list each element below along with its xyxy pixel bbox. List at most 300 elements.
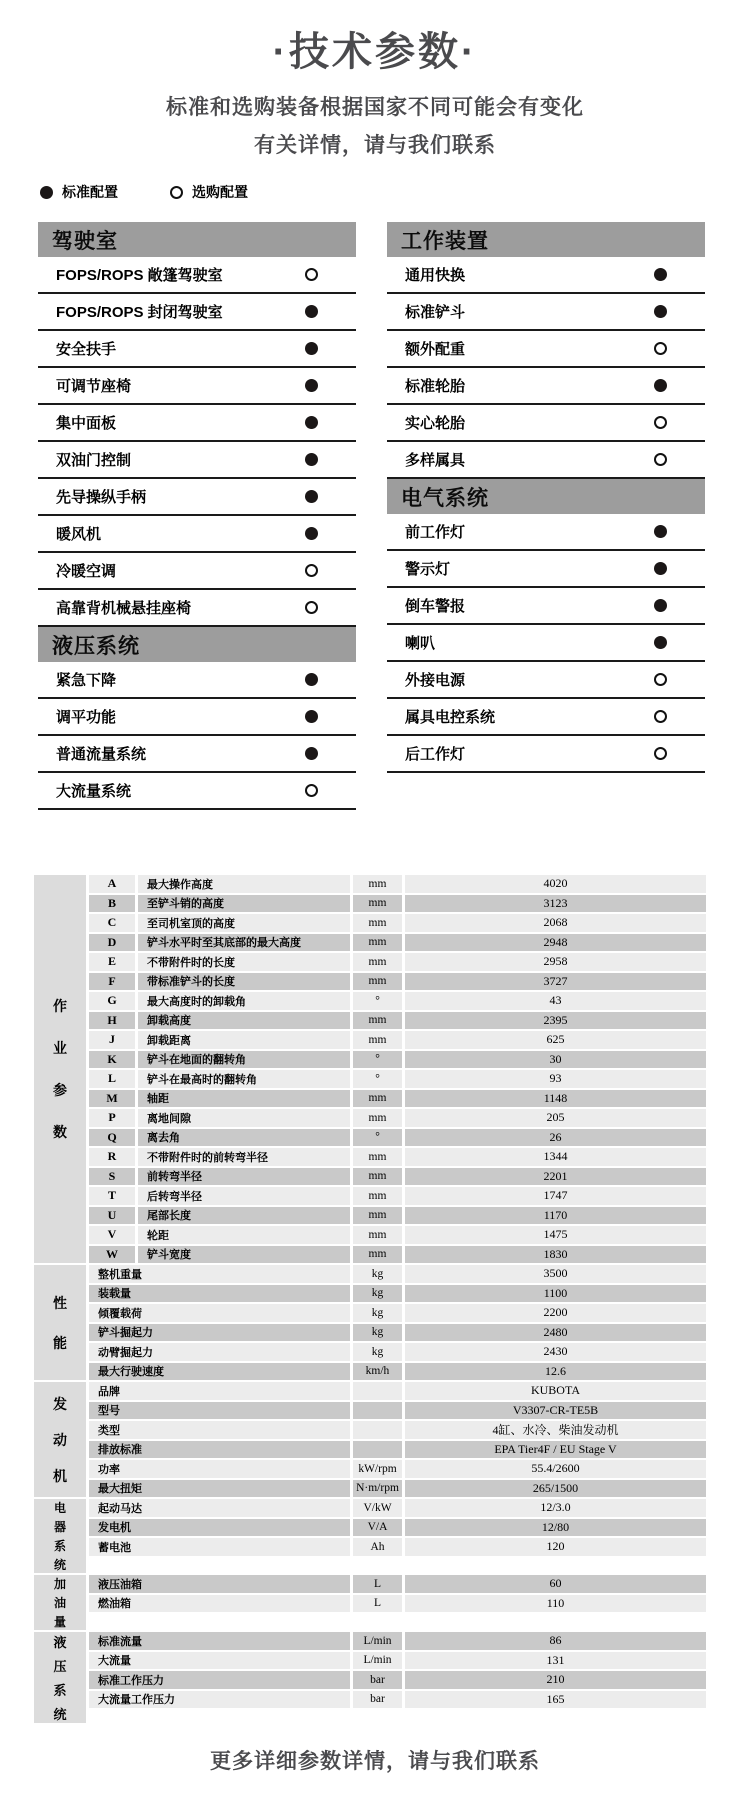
spec-category-char: 机 xyxy=(53,1467,67,1484)
feature-label: 前工作灯 xyxy=(405,524,466,541)
feature-row xyxy=(387,551,705,588)
spec-row xyxy=(89,1499,706,1517)
feature-column-right xyxy=(387,222,705,773)
spec-label: 铲斗掘起力 xyxy=(89,1324,350,1342)
spec-row xyxy=(89,1246,706,1264)
spec-unit: ° xyxy=(353,1051,402,1069)
spec-unit: mm xyxy=(353,1226,402,1244)
spec-row xyxy=(89,1652,706,1670)
legend-optional-label: 选购配置 xyxy=(192,184,248,200)
spec-unit: V/kW xyxy=(353,1499,402,1517)
feature-label: 普通流量系统 xyxy=(56,746,147,763)
feature-label: 属具电控系统 xyxy=(405,709,496,726)
filled-dot-icon xyxy=(305,747,318,760)
hollow-dot-icon xyxy=(654,673,667,686)
spec-value: 2480 xyxy=(405,1324,706,1342)
feature-label: 倒车警报 xyxy=(405,598,466,615)
feature-section-header: 电气系统 xyxy=(387,479,705,514)
spec-value: 1830 xyxy=(405,1246,706,1264)
filled-dot-icon xyxy=(654,268,667,281)
spec-unit: kg xyxy=(353,1304,402,1322)
feature-row xyxy=(387,294,705,331)
spec-row xyxy=(89,1671,706,1689)
spec-category-label xyxy=(34,1382,86,1497)
spec-value: 2068 xyxy=(405,914,706,932)
spec-unit: mm xyxy=(353,1031,402,1049)
spec-unit: mm xyxy=(353,1187,402,1205)
spec-rows xyxy=(89,1632,706,1723)
spec-section xyxy=(34,1575,706,1630)
hollow-dot-icon xyxy=(654,710,667,723)
page-footer: 更多详细参数详情，请与我们联系 xyxy=(210,1750,540,1773)
spec-category-label xyxy=(34,1499,86,1573)
spec-row xyxy=(89,875,706,893)
feature-row xyxy=(38,294,356,331)
feature-items xyxy=(38,662,356,810)
spec-key: Q xyxy=(89,1129,135,1147)
spec-row xyxy=(89,1031,706,1049)
spec-value: 12.6 xyxy=(405,1363,706,1381)
spec-row xyxy=(89,1285,706,1303)
feature-row xyxy=(387,588,705,625)
spec-unit: mm xyxy=(353,1012,402,1030)
spec-label: 排放标准 xyxy=(89,1441,350,1459)
spec-label: 铲斗在最高时的翻转角 xyxy=(138,1070,350,1088)
spec-row xyxy=(89,1595,706,1613)
spec-label: 铲斗宽度 xyxy=(138,1246,350,1264)
spec-row xyxy=(89,1226,706,1244)
spec-value: 1100 xyxy=(405,1285,706,1303)
spec-unit: L/min xyxy=(353,1652,402,1670)
spec-category-char: 系 xyxy=(53,1539,66,1553)
spec-value: 1148 xyxy=(405,1090,706,1108)
spec-unit: mm xyxy=(353,914,402,932)
spec-row xyxy=(89,1519,706,1537)
spec-rows xyxy=(89,1382,706,1497)
spec-value: 2948 xyxy=(405,934,706,952)
spec-value: 4缸、水冷、柴油发动机 xyxy=(405,1421,706,1439)
legend-standard xyxy=(40,182,118,202)
feature-row xyxy=(38,516,356,553)
spec-category-char: 电 xyxy=(53,1501,66,1515)
spec-unit: kg xyxy=(353,1265,402,1283)
spec-category-label xyxy=(34,875,86,1263)
spec-category-char: 业 xyxy=(53,1040,67,1056)
spec-unit: V/A xyxy=(353,1519,402,1537)
feature-row xyxy=(38,736,356,773)
spec-category-char: 统 xyxy=(53,1707,67,1722)
spec-sheet-page xyxy=(0,30,750,1806)
spec-unit: mm xyxy=(353,1090,402,1108)
filled-dot-icon xyxy=(305,453,318,466)
spec-key: D xyxy=(89,934,135,952)
spec-unit xyxy=(353,1382,402,1400)
feature-label: FOPS/ROPS 封闭驾驶室 xyxy=(56,304,223,321)
spec-value: 210 xyxy=(405,1671,706,1689)
spec-key: C xyxy=(89,914,135,932)
spec-unit: kg xyxy=(353,1343,402,1361)
spec-unit: N·m/rpm xyxy=(353,1480,402,1498)
spec-value: 43 xyxy=(405,992,706,1010)
filled-dot-icon xyxy=(654,562,667,575)
feature-group xyxy=(387,479,705,773)
spec-unit: mm xyxy=(353,973,402,991)
spec-unit: L/min xyxy=(353,1632,402,1650)
spec-label: 大流量工作压力 xyxy=(89,1691,350,1709)
filled-dot-icon xyxy=(305,710,318,723)
spec-value: 86 xyxy=(405,1632,706,1650)
spec-key: J xyxy=(89,1031,135,1049)
spec-label: 卸载高度 xyxy=(138,1012,350,1030)
spec-label: 带标准铲斗的长度 xyxy=(138,973,350,991)
spec-key: K xyxy=(89,1051,135,1069)
spec-row xyxy=(89,1421,706,1439)
spec-row xyxy=(89,1207,706,1225)
spec-row xyxy=(89,1070,706,1088)
spec-row xyxy=(89,1148,706,1166)
spec-row xyxy=(89,1575,706,1593)
spec-category-char: 参 xyxy=(53,1082,67,1098)
spec-key: W xyxy=(89,1246,135,1264)
spec-value: EPA Tier4F / EU Stage V xyxy=(405,1441,706,1459)
feature-row xyxy=(38,662,356,699)
page-title: ·技术参数· xyxy=(272,30,478,74)
spec-label: 铲斗在地面的翻转角 xyxy=(138,1051,350,1069)
hollow-dot-icon xyxy=(305,564,318,577)
spec-label: 不带附件时的前转弯半径 xyxy=(138,1148,350,1166)
spec-rows xyxy=(89,875,706,1263)
spec-value: 2201 xyxy=(405,1168,706,1186)
spec-label: 最大扭矩 xyxy=(89,1480,350,1498)
spec-label: 至铲斗销的高度 xyxy=(138,895,350,913)
spec-key: T xyxy=(89,1187,135,1205)
spec-unit: Ah xyxy=(353,1538,402,1556)
spec-value: 2430 xyxy=(405,1343,706,1361)
feature-label: 暖风机 xyxy=(56,526,102,543)
spec-category-label xyxy=(34,1575,86,1630)
spec-row xyxy=(89,914,706,932)
hollow-dot-icon xyxy=(654,416,667,429)
spec-unit: mm xyxy=(353,934,402,952)
filled-dot-icon xyxy=(40,186,53,199)
spec-unit xyxy=(353,1402,402,1420)
spec-table xyxy=(34,875,706,1723)
spec-category-char: 能 xyxy=(53,1334,67,1351)
feature-items xyxy=(387,514,705,773)
spec-label: 至司机室顶的高度 xyxy=(138,914,350,932)
spec-label: 发电机 xyxy=(89,1519,350,1537)
spec-category-char: 性 xyxy=(53,1294,67,1311)
feature-label: 标准铲斗 xyxy=(405,304,466,321)
spec-row xyxy=(89,1090,706,1108)
spec-value: 55.4/2600 xyxy=(405,1460,706,1478)
feature-label: 高靠背机械悬挂座椅 xyxy=(56,600,192,617)
spec-row xyxy=(89,895,706,913)
filled-dot-icon xyxy=(305,305,318,318)
spec-unit: ° xyxy=(353,1129,402,1147)
spec-value: 2395 xyxy=(405,1012,706,1030)
spec-category-label xyxy=(34,1632,86,1723)
spec-label: 前转弯半径 xyxy=(138,1168,350,1186)
spec-unit: kg xyxy=(353,1324,402,1342)
spec-key: E xyxy=(89,953,135,971)
spec-row xyxy=(89,1109,706,1127)
spec-row xyxy=(89,1441,706,1459)
feature-row xyxy=(38,368,356,405)
spec-unit: bar xyxy=(353,1671,402,1689)
spec-value: 4020 xyxy=(405,875,706,893)
spec-value: 165 xyxy=(405,1691,706,1709)
spec-category-char: 作 xyxy=(53,998,67,1014)
spec-label: 标准工作压力 xyxy=(89,1671,350,1689)
feature-label: FOPS/ROPS 敞篷驾驶室 xyxy=(56,267,223,284)
spec-section xyxy=(34,875,706,1263)
spec-row xyxy=(89,992,706,1010)
spec-section xyxy=(34,1632,706,1723)
filled-dot-icon xyxy=(305,527,318,540)
feature-label: 额外配重 xyxy=(405,341,466,358)
spec-key: H xyxy=(89,1012,135,1030)
feature-section-header: 液压系统 xyxy=(38,627,356,662)
feature-row xyxy=(38,405,356,442)
spec-value: 3500 xyxy=(405,1265,706,1283)
legend xyxy=(40,184,750,200)
spec-unit: ° xyxy=(353,1070,402,1088)
spec-value: 205 xyxy=(405,1109,706,1127)
spec-row xyxy=(89,1402,706,1420)
spec-rows xyxy=(89,1265,706,1380)
hollow-dot-icon xyxy=(654,747,667,760)
spec-value: 3727 xyxy=(405,973,706,991)
feature-row xyxy=(387,736,705,773)
spec-unit xyxy=(353,1421,402,1439)
spec-value: 12/3.0 xyxy=(405,1499,706,1517)
feature-columns xyxy=(38,222,705,810)
spec-category-label xyxy=(34,1265,86,1380)
spec-value: 1475 xyxy=(405,1226,706,1244)
page-subtitle-1: 标准和选购装备根据国家不同可能会有变化 xyxy=(166,96,584,119)
feature-label: 外接电源 xyxy=(405,672,466,689)
spec-label: 装载量 xyxy=(89,1285,350,1303)
feature-row xyxy=(38,553,356,590)
spec-row xyxy=(89,1265,706,1283)
spec-key: M xyxy=(89,1090,135,1108)
spec-label: 卸载距离 xyxy=(138,1031,350,1049)
feature-label: 安全扶手 xyxy=(56,341,117,358)
feature-row xyxy=(387,257,705,294)
spec-label: 最大行驶速度 xyxy=(89,1363,350,1381)
page-subtitle-2: 有关详情，请与我们联系 xyxy=(254,134,496,157)
feature-section-header: 工作装置 xyxy=(387,222,705,257)
feature-label: 调平功能 xyxy=(56,709,117,726)
spec-category-char: 量 xyxy=(53,1615,66,1629)
spec-category-char: 统 xyxy=(53,1558,66,1572)
spec-key: F xyxy=(89,973,135,991)
spec-value: 120 xyxy=(405,1538,706,1556)
spec-label: 后转弯半径 xyxy=(138,1187,350,1205)
feature-row xyxy=(38,699,356,736)
spec-value: 60 xyxy=(405,1575,706,1593)
feature-group xyxy=(387,222,705,479)
spec-value: 1344 xyxy=(405,1148,706,1166)
spec-category-char: 发 xyxy=(53,1395,67,1412)
spec-value: 26 xyxy=(405,1129,706,1147)
feature-label: 警示灯 xyxy=(405,561,451,578)
spec-key: P xyxy=(89,1109,135,1127)
spec-value: 625 xyxy=(405,1031,706,1049)
feature-section-header: 驾驶室 xyxy=(38,222,356,257)
spec-row xyxy=(89,1632,706,1650)
spec-label: 类型 xyxy=(89,1421,350,1439)
spec-unit: mm xyxy=(353,953,402,971)
spec-key: U xyxy=(89,1207,135,1225)
spec-unit: kg xyxy=(353,1285,402,1303)
spec-label: 离去角 xyxy=(138,1129,350,1147)
spec-label: 品牌 xyxy=(89,1382,350,1400)
feature-label: 后工作灯 xyxy=(405,746,466,763)
spec-category-char: 器 xyxy=(53,1520,66,1534)
spec-label: 标准流量 xyxy=(89,1632,350,1650)
spec-unit: mm xyxy=(353,1148,402,1166)
spec-label: 轴距 xyxy=(138,1090,350,1108)
spec-rows xyxy=(89,1575,706,1630)
spec-label: 铲斗水平时至其底部的最大高度 xyxy=(138,934,350,952)
feature-items xyxy=(38,257,356,627)
spec-key: R xyxy=(89,1148,135,1166)
spec-row xyxy=(89,1051,706,1069)
spec-label: 倾覆载荷 xyxy=(89,1304,350,1322)
spec-row xyxy=(89,1324,706,1342)
spec-value: V3307-CR-TE5B xyxy=(405,1402,706,1420)
feature-row xyxy=(387,331,705,368)
hollow-dot-icon xyxy=(305,784,318,797)
spec-row xyxy=(89,1187,706,1205)
spec-value: 30 xyxy=(405,1051,706,1069)
legend-standard-label: 标准配置 xyxy=(62,184,118,200)
spec-category-char: 液 xyxy=(53,1635,67,1650)
spec-category-char: 数 xyxy=(53,1124,67,1140)
spec-section xyxy=(34,1265,706,1380)
feature-label: 双油门控制 xyxy=(56,452,132,469)
spec-key: B xyxy=(89,895,135,913)
feature-label: 集中面板 xyxy=(56,415,117,432)
spec-unit: mm xyxy=(353,1246,402,1264)
filled-dot-icon xyxy=(305,342,318,355)
spec-label: 起动马达 xyxy=(89,1499,350,1517)
feature-label: 标准轮胎 xyxy=(405,378,466,395)
spec-label: 最大高度时的卸载角 xyxy=(138,992,350,1010)
spec-value: 93 xyxy=(405,1070,706,1088)
spec-label: 功率 xyxy=(89,1460,350,1478)
spec-unit: ° xyxy=(353,992,402,1010)
spec-value: 1747 xyxy=(405,1187,706,1205)
spec-row xyxy=(89,1460,706,1478)
filled-dot-icon xyxy=(305,673,318,686)
feature-label: 紧急下降 xyxy=(56,672,117,689)
spec-category-char: 压 xyxy=(53,1659,67,1674)
spec-value: 110 xyxy=(405,1595,706,1613)
feature-row xyxy=(387,405,705,442)
feature-label: 可调节座椅 xyxy=(56,378,132,395)
filled-dot-icon xyxy=(305,416,318,429)
feature-row xyxy=(38,590,356,627)
spec-label: 最大操作高度 xyxy=(138,875,350,893)
spec-unit: L xyxy=(353,1595,402,1613)
spec-section xyxy=(34,1499,706,1573)
feature-label: 大流量系统 xyxy=(56,783,132,800)
spec-rows xyxy=(89,1499,706,1573)
feature-row xyxy=(38,331,356,368)
filled-dot-icon xyxy=(305,379,318,392)
filled-dot-icon xyxy=(654,599,667,612)
spec-label: 燃油箱 xyxy=(89,1595,350,1613)
filled-dot-icon xyxy=(654,305,667,318)
spec-category-char: 油 xyxy=(53,1596,66,1610)
feature-row xyxy=(38,257,356,294)
spec-section xyxy=(34,1382,706,1497)
spec-value: KUBOTA xyxy=(405,1382,706,1400)
spec-value: 3123 xyxy=(405,895,706,913)
spec-category-char: 系 xyxy=(53,1683,67,1698)
spec-row xyxy=(89,1129,706,1147)
spec-unit: bar xyxy=(353,1691,402,1709)
spec-value: 2958 xyxy=(405,953,706,971)
spec-unit xyxy=(353,1441,402,1459)
feature-row xyxy=(387,699,705,736)
hollow-dot-icon xyxy=(305,268,318,281)
feature-row xyxy=(387,625,705,662)
spec-row xyxy=(89,1382,706,1400)
feature-group xyxy=(38,627,356,810)
spec-row xyxy=(89,973,706,991)
spec-key: L xyxy=(89,1070,135,1088)
spec-label: 离地间隙 xyxy=(138,1109,350,1127)
hollow-dot-icon xyxy=(305,601,318,614)
spec-key: A xyxy=(89,875,135,893)
spec-label: 型号 xyxy=(89,1402,350,1420)
filled-dot-icon xyxy=(305,490,318,503)
feature-label: 通用快换 xyxy=(405,267,466,284)
spec-value: 2200 xyxy=(405,1304,706,1322)
spec-label: 蓄电池 xyxy=(89,1538,350,1556)
hollow-dot-icon xyxy=(170,186,183,199)
spec-unit: mm xyxy=(353,895,402,913)
spec-key: V xyxy=(89,1226,135,1244)
spec-unit: mm xyxy=(353,1168,402,1186)
spec-row xyxy=(89,953,706,971)
spec-row xyxy=(89,1538,706,1556)
spec-value: 131 xyxy=(405,1652,706,1670)
feature-row xyxy=(38,442,356,479)
feature-label: 冷暖空调 xyxy=(56,563,117,580)
spec-key: G xyxy=(89,992,135,1010)
filled-dot-icon xyxy=(654,525,667,538)
spec-row xyxy=(89,934,706,952)
spec-row xyxy=(89,1012,706,1030)
legend-optional xyxy=(170,182,248,202)
feature-label: 喇叭 xyxy=(405,635,436,652)
spec-row xyxy=(89,1363,706,1381)
spec-value: 12/80 xyxy=(405,1519,706,1537)
spec-label: 大流量 xyxy=(89,1652,350,1670)
feature-row xyxy=(38,773,356,810)
hollow-dot-icon xyxy=(654,342,667,355)
spec-key: S xyxy=(89,1168,135,1186)
feature-items xyxy=(387,257,705,479)
spec-unit: km/h xyxy=(353,1363,402,1381)
spec-row xyxy=(89,1480,706,1498)
spec-label: 尾部长度 xyxy=(138,1207,350,1225)
